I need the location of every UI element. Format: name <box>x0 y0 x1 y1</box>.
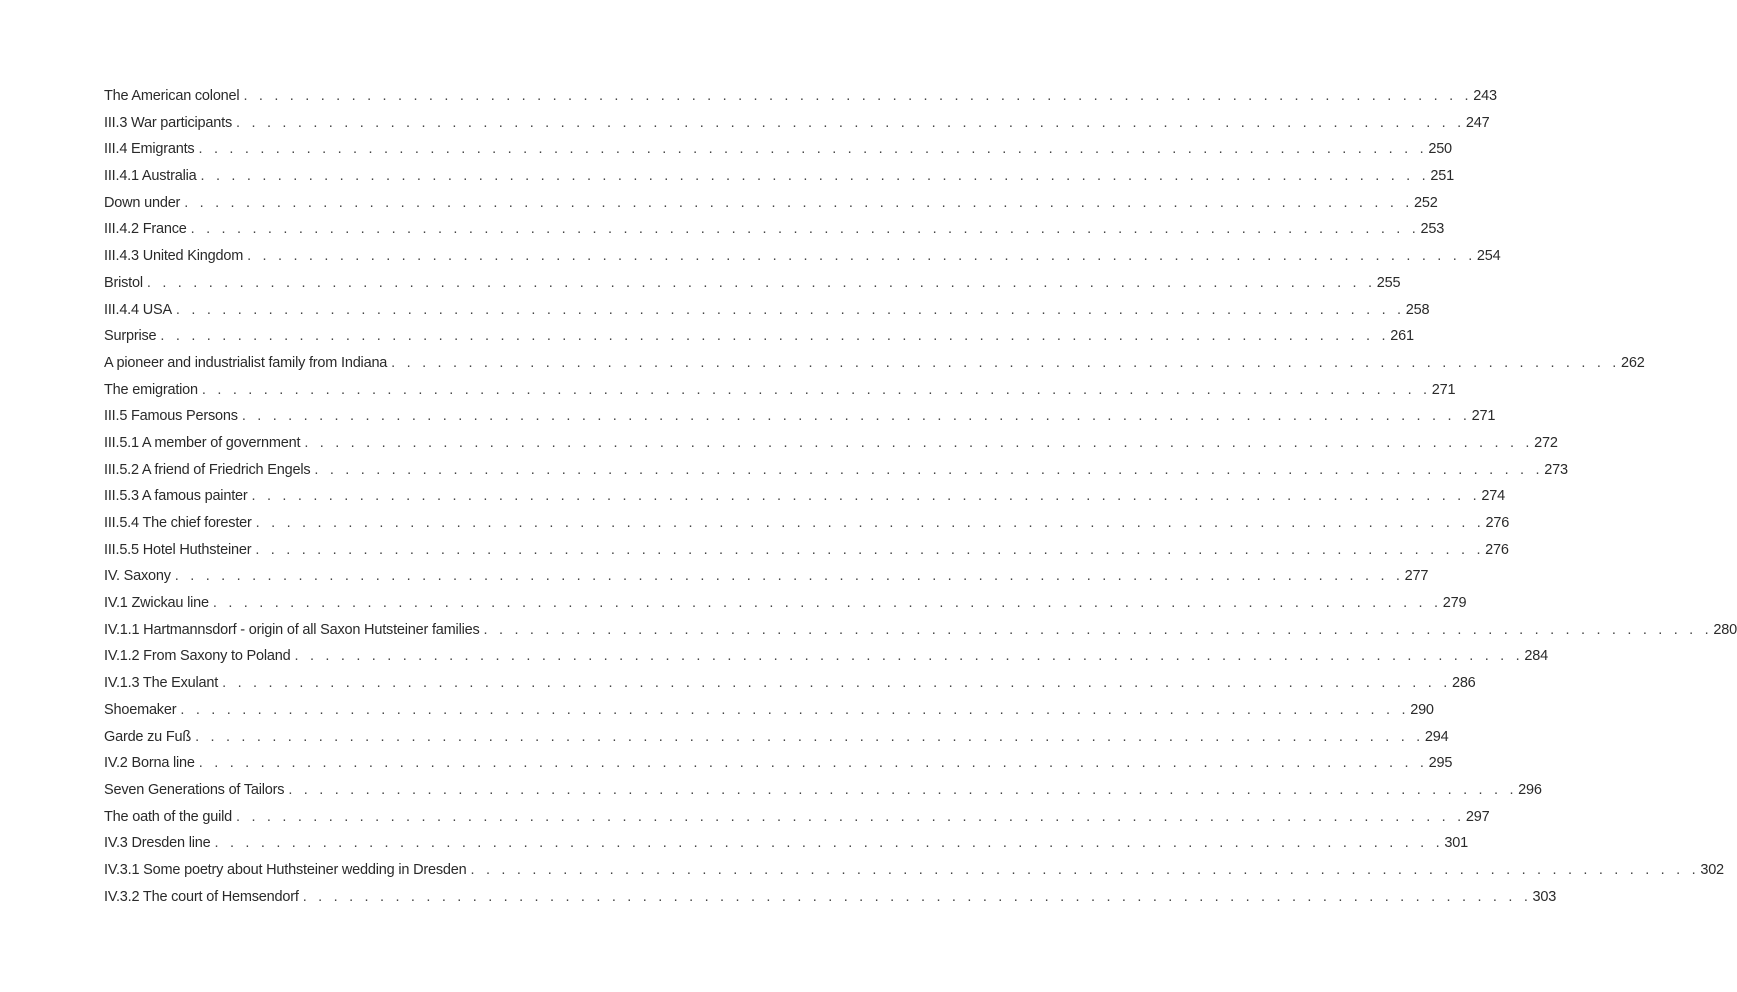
toc-entry-page-number: 272 <box>1534 434 1558 451</box>
toc-entry-page-number: 295 <box>1428 755 1453 772</box>
toc-entry-title: III.4.3 United Kingdom <box>104 248 244 265</box>
toc-entry-title: Seven Generations of Tailors <box>104 781 285 798</box>
toc-entry-title: The emigration <box>104 381 198 398</box>
dot-leader: . . . . . . . . . . . . . . . . . . . . . . . . . . . . . . . . . . . . . . . . . . . . . . . . . . . . . . . . . . . . . . . . . . . . . . . . . . . . . . . . <box>201 381 1431 398</box>
toc-entry-title: III.5.1 A member of government <box>104 434 301 451</box>
toc-entry-title: IV.1 Zwickau line <box>104 595 209 612</box>
toc-entry-title: IV.3.2 The court of Hemsendorf <box>104 888 299 905</box>
toc-entry-page-number: 251 <box>1430 168 1454 185</box>
toc-entry-title: Bristol <box>104 274 143 291</box>
toc-entry-page-number: 247 <box>1465 114 1490 131</box>
toc-entry <box>104 163 1454 190</box>
toc-entry <box>104 110 1490 137</box>
toc-entry <box>104 403 1496 430</box>
toc-entry-title: IV.1.1 Hartmannsdorf - origin of all Saxon Hutsteiner families <box>104 621 480 638</box>
dot-leader: . . . . . . . . . . . . . . . . . . . . . . . . . . . . . . . . . . . . . . . . . . . . . . . . . . . . . . . . . . . . . . . . . . . . . . . . . . . . . . . . <box>314 461 1544 478</box>
toc-entry-title: Down under <box>104 194 181 211</box>
toc-entry <box>104 643 1548 670</box>
toc-entry <box>104 243 1501 270</box>
dot-leader: . . . . . . . . . . . . . . . . . . . . . . . . . . . . . . . . . . . . . . . . . . . . . . . . . . . . . . . . . . . . . . . . . . . . . . . . . . . . . . . . <box>198 755 1428 772</box>
toc-entry <box>104 216 1445 243</box>
dot-leader: . . . . . . . . . . . . . . . . . . . . . . . . . . . . . . . . . . . . . . . . . . . . . . . . . . . . . . . . . . . . . . . . . . . . . . . . . . . . . . . . <box>214 835 1444 852</box>
dot-leader: . . . . . . . . . . . . . . . . . . . . . . . . . . . . . . . . . . . . . . . . . . . . . . . . . . . . . . . . . . . . . . . . . . . . . . . . . . . . . . . . <box>174 568 1404 585</box>
dot-leader: . . . . . . . . . . . . . . . . . . . . . . . . . . . . . . . . . . . . . . . . . . . . . . . . . . . . . . . . . . . . . . . . . . . . . . . . . . . . . . . . <box>247 248 1476 265</box>
toc-entry-page-number: 274 <box>1481 488 1505 505</box>
toc-entry-page-number: 262 <box>1621 354 1645 371</box>
toc-entry <box>104 270 1401 297</box>
toc-entry-title: The American colonel <box>104 88 240 104</box>
toc-entry <box>104 563 1429 590</box>
toc-entry <box>104 670 1476 697</box>
toc-entry-page-number: 279 <box>1442 595 1467 612</box>
toc-entry-page-number: 271 <box>1471 408 1496 425</box>
toc-entry-page-number: 280 <box>1713 621 1737 638</box>
toc-entry-page-number: 243 <box>1473 88 1497 104</box>
dot-leader: . . . . . . . . . . . . . . . . . . . . . . . . . . . . . . . . . . . . . . . . . . . . . . . . . . . . . . . . . . . . . . . . . . . . . . . . . . . . . . . . <box>470 861 1700 878</box>
toc-entry-title: Surprise <box>104 328 157 345</box>
toc-entry-page-number: 277 <box>1404 568 1429 585</box>
toc-entry <box>104 804 1490 831</box>
toc-entry-page-number: 297 <box>1465 808 1490 825</box>
toc-entry-title: III.5 Famous Persons <box>104 408 238 425</box>
dot-leader: . . . . . . . . . . . . . . . . . . . . . . . . . . . . . . . . . . . . . . . . . . . . . . . . . . . . . . . . . . . . . . . . . . . . . . . . . . . . . . . . <box>236 808 1465 825</box>
toc-entry <box>104 750 1453 777</box>
toc-entry <box>104 537 1509 564</box>
toc-entry-page-number: 284 <box>1524 648 1548 665</box>
toc-entry-page-number: 255 <box>1376 274 1401 291</box>
table-of-contents <box>104 83 1737 910</box>
dot-leader: . . . . . . . . . . . . . . . . . . . . . . . . . . . . . . . . . . . . . . . . . . . . . . . . . . . . . . . . . . . . . . . . . . . . . . . . . . . . . . . . <box>294 648 1524 665</box>
toc-entry-title: III.4 Emigrants <box>104 141 195 158</box>
toc-entry-page-number: 301 <box>1444 835 1468 852</box>
toc-entry <box>104 857 1724 884</box>
toc-entry <box>104 697 1434 724</box>
dot-leader: . . . . . . . . . . . . . . . . . . . . . . . . . . . . . . . . . . . . . . . . . . . . . . . . . . . . . . . . . . . . . . . . . . . . . . . . . . . . . . . . <box>175 301 1405 318</box>
toc-entry-page-number: 290 <box>1410 701 1434 718</box>
toc-entry-title: A pioneer and industrialist family from Indiana <box>104 354 388 371</box>
toc-entry-page-number: 303 <box>1532 888 1557 905</box>
toc-entry-page-number: 276 <box>1485 515 1510 531</box>
toc-entry-page-number: 254 <box>1476 248 1501 265</box>
toc-entry <box>104 590 1467 617</box>
toc-entry <box>104 777 1542 804</box>
toc-entry-title: III.3 War participants <box>104 114 233 131</box>
dot-leader: . . . . . . . . . . . . . . . . . . . . . . . . . . . . . . . . . . . . . . . . . . . . . . . . . . . . . . . . . . . . . . . . . . . . . . . . . . . . . . . . <box>288 781 1518 798</box>
toc-entry-title: IV.3 Dresden line <box>104 835 211 852</box>
dot-leader: . . . . . . . . . . . . . . . . . . . . . . . . . . . . . . . . . . . . . . . . . . . . . . . . . . . . . . . . . . . . . . . . . . . . . . . . . . . . . . . . <box>302 888 1532 905</box>
toc-entry-title: The oath of the guild <box>104 808 233 825</box>
dot-leader: . . . . . . . . . . . . . . . . . . . . . . . . . . . . . . . . . . . . . . . . . . . . . . . . . . . . . . . . . . . . . . . . . . . . . . . . . . . . . . . . <box>241 408 1471 425</box>
toc-entry-page-number: 258 <box>1405 301 1430 318</box>
toc-entry-page-number: 261 <box>1390 328 1414 345</box>
toc-entry-page-number: 276 <box>1485 541 1509 558</box>
toc-entry <box>104 617 1737 644</box>
toc-entry <box>104 350 1645 377</box>
dot-leader: . . . . . . . . . . . . . . . . . . . . . . . . . . . . . . . . . . . . . . . . . . . . . . . . . . . . . . . . . . . . . . . . . . . . . . . . . . . . . . . . <box>243 88 1473 104</box>
toc-entry-page-number: 273 <box>1544 461 1568 478</box>
toc-entry-title: IV.1.3 The Exulant <box>104 675 219 692</box>
toc-entry-title: Shoemaker <box>104 701 177 718</box>
toc-entry <box>104 510 1510 537</box>
toc-entry-page-number: 286 <box>1451 675 1476 692</box>
toc-entry-page-number: 271 <box>1431 381 1456 398</box>
dot-leader: . . . . . . . . . . . . . . . . . . . . . . . . . . . . . . . . . . . . . . . . . . . . . . . . . . . . . . . . . . . . . . . . . . . . . . . . . . . . . . . . <box>483 621 1713 638</box>
toc-entry <box>104 724 1449 751</box>
toc-entry <box>104 83 1497 110</box>
toc-entry <box>104 323 1414 350</box>
toc-entry-title: III.5.4 The chief forester <box>104 515 252 531</box>
toc-entry <box>104 457 1568 484</box>
dot-leader: . . . . . . . . . . . . . . . . . . . . . . . . . . . . . . . . . . . . . . . . . . . . . . . . . . . . . . . . . . . . . . . . . . . . . . . . . . . . . . . . <box>255 541 1485 558</box>
dot-leader: . . . . . . . . . . . . . . . . . . . . . . . . . . . . . . . . . . . . . . . . . . . . . . . . . . . . . . . . . . . . . . . . . . . . . . . . . . . . . . . . <box>200 168 1430 185</box>
dot-leader: . . . . . . . . . . . . . . . . . . . . . . . . . . . . . . . . . . . . . . . . . . . . . . . . . . . . . . . . . . . . . . . . . . . . . . . . . . . . . . . . <box>198 141 1428 158</box>
toc-entry-title: III.4.1 Australia <box>104 168 197 185</box>
dot-leader: . . . . . . . . . . . . . . . . . . . . . . . . . . . . . . . . . . . . . . . . . . . . . . . . . . . . . . . . . . . . . . . . . . . . . . . . . . . . . . . . <box>180 701 1410 718</box>
toc-entry-title: IV.1.2 From Saxony to Poland <box>104 648 291 665</box>
toc-entry <box>104 377 1456 404</box>
toc-entry-title: IV.2 Borna line <box>104 755 195 772</box>
dot-leader: . . . . . . . . . . . . . . . . . . . . . . . . . . . . . . . . . . . . . . . . . . . . . . . . . . . . . . . . . . . . . . . . . . . . . . . . . . . . . . . . <box>304 434 1534 451</box>
dot-leader: . . . . . . . . . . . . . . . . . . . . . . . . . . . . . . . . . . . . . . . . . . . . . . . . . . . . . . . . . . . . . . . . . . . . . . . . . . . . . . . . <box>255 515 1485 531</box>
toc-entry-page-number: 253 <box>1420 221 1445 238</box>
toc-entry <box>104 190 1438 217</box>
toc-entry-title: III.4.4 USA <box>104 301 172 318</box>
toc-entry-title: III.4.2 France <box>104 221 187 238</box>
toc-entry-page-number: 250 <box>1428 141 1452 158</box>
toc-entry-title: III.5.2 A friend of Friedrich Engels <box>104 461 311 478</box>
dot-leader: . . . . . . . . . . . . . . . . . . . . . . . . . . . . . . . . . . . . . . . . . . . . . . . . . . . . . . . . . . . . . . . . . . . . . . . . . . . . . . . . <box>236 114 1465 131</box>
toc-entry <box>104 430 1558 457</box>
toc-entry <box>104 884 1557 911</box>
dot-leader: . . . . . . . . . . . . . . . . . . . . . . . . . . . . . . . . . . . . . . . . . . . . . . . . . . . . . . . . . . . . . . . . . . . . . . . . . . . . . . . . <box>184 194 1414 211</box>
dot-leader: . . . . . . . . . . . . . . . . . . . . . . . . . . . . . . . . . . . . . . . . . . . . . . . . . . . . . . . . . . . . . . . . . . . . . . . . . . . . . . . . <box>195 728 1424 745</box>
toc-entry <box>104 483 1505 510</box>
toc-entry-title: III.5.3 A famous painter <box>104 488 248 505</box>
dot-leader: . . . . . . . . . . . . . . . . . . . . . . . . . . . . . . . . . . . . . . . . . . . . . . . . . . . . . . . . . . . . . . . . . . . . . . . . . . . . . . . . <box>160 328 1390 345</box>
dot-leader: . . . . . . . . . . . . . . . . . . . . . . . . . . . . . . . . . . . . . . . . . . . . . . . . . . . . . . . . . . . . . . . . . . . . . . . . . . . . . . . . <box>391 354 1621 371</box>
toc-entry-title: IV.3.1 Some poetry about Huthsteiner wedding in Dresden <box>104 861 467 878</box>
dot-leader: . . . . . . . . . . . . . . . . . . . . . . . . . . . . . . . . . . . . . . . . . . . . . . . . . . . . . . . . . . . . . . . . . . . . . . . . . . . . . . . . <box>251 488 1481 505</box>
toc-entry <box>104 830 1468 857</box>
toc-entry-title: IV. Saxony <box>104 568 171 585</box>
toc-entry <box>104 297 1430 324</box>
dot-leader: . . . . . . . . . . . . . . . . . . . . . . . . . . . . . . . . . . . . . . . . . . . . . . . . . . . . . . . . . . . . . . . . . . . . . . . . . . . . . . . . <box>212 595 1442 612</box>
dot-leader: . . . . . . . . . . . . . . . . . . . . . . . . . . . . . . . . . . . . . . . . . . . . . . . . . . . . . . . . . . . . . . . . . . . . . . . . . . . . . . . . <box>222 675 1451 692</box>
toc-entry-page-number: 252 <box>1414 194 1438 211</box>
toc-entry-title: III.5.5 Hotel Huthsteiner <box>104 541 252 558</box>
dot-leader: . . . . . . . . . . . . . . . . . . . . . . . . . . . . . . . . . . . . . . . . . . . . . . . . . . . . . . . . . . . . . . . . . . . . . . . . . . . . . . . . <box>146 274 1376 291</box>
toc-entry-page-number: 294 <box>1424 728 1449 745</box>
toc-entry <box>104 136 1452 163</box>
dot-leader: . . . . . . . . . . . . . . . . . . . . . . . . . . . . . . . . . . . . . . . . . . . . . . . . . . . . . . . . . . . . . . . . . . . . . . . . . . . . . . . . <box>190 221 1420 238</box>
toc-entry-page-number: 296 <box>1518 781 1542 798</box>
toc-entry-page-number: 302 <box>1700 861 1724 878</box>
toc-entry-title: Garde zu Fuß <box>104 728 192 745</box>
